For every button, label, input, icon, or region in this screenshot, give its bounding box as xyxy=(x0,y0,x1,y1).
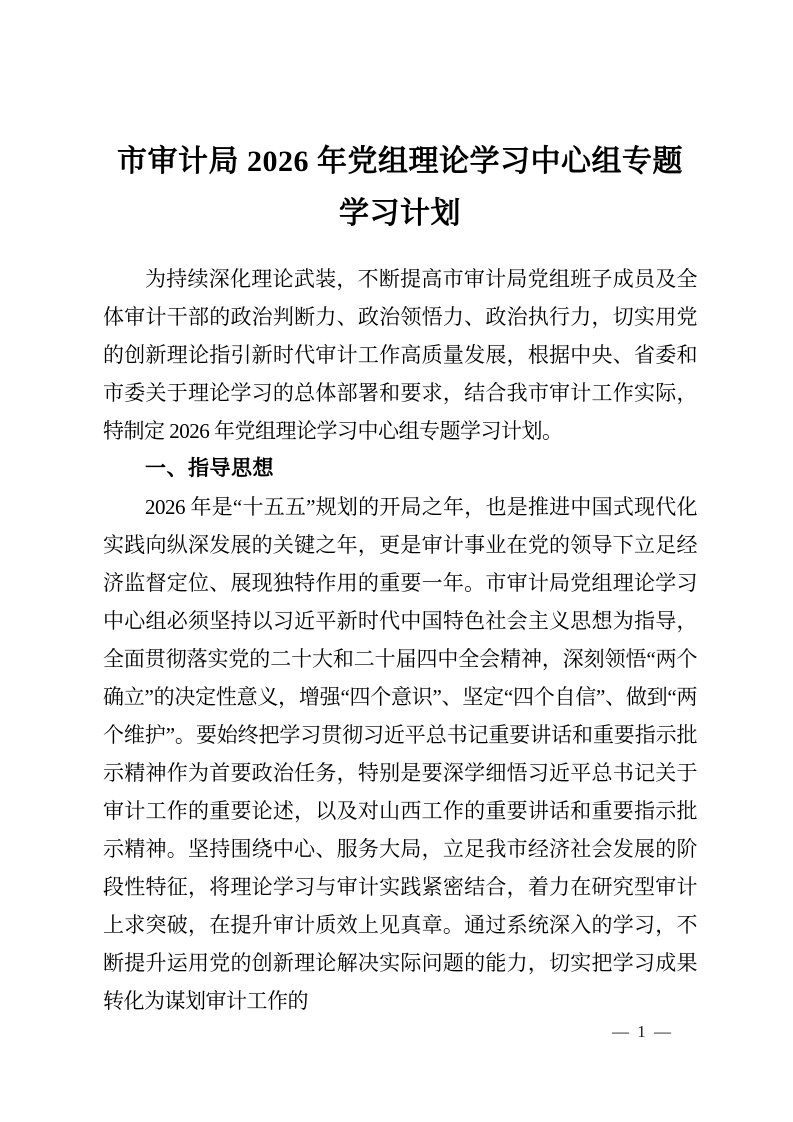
document-content xyxy=(103,0,697,1020)
document-title: 市审计局 2026 年党组理论学习中心组专题学习计划 xyxy=(117,145,683,230)
section-1-paragraph: 2026 年是“十五五”规划的开局之年，也是推进中国式现代化实践向纵深发展的关键之年，更是审计事业在党的领导下立足经济监督定位、展现独特作用的重要一年。市审计局党组理论学习中心组必须坚持以习近平新时代中国特色社会主义思想为指导，全面贯彻落实党的二十大和二十届四中全会精神，深刻领悟“两个确立”的决定性意义，增强“四个意识”、坚定“四个自信”、做到“两个维护”。要始终把学习贯彻习近平总书记重要讲话和重要指示批示精神作为首要政治任务，特别是要深学细悟习近平总书记关于审计工作的重要论述，以及对山西工作的重要讲话和重要指示批示精神。坚持围绕中心、服务大局，立足我市经济社会发展的阶段性特征，将理论学习与审计实践紧密结合，着力在研究型审计上求突破，在提升审计质效上见真章。通过系统深入的学习，不断提升运用党的创新理论解决实际问题的能力，切实把学习成果转化为谋划审计工作的 xyxy=(103,495,697,1013)
intro-paragraph: 为持续深化理论武装，不断提高市审计局党组班子成员及全体审计干部的政治判断力、政治领悟力、政治执行力，切实用党的创新理论指引新时代审计工作高质量发展，根据中央、省委和市委关于理论学习的总体部署和要求，结合我市审计工作实际，特制定 2026 年党组理论学习中心组专题学习计划。 xyxy=(103,267,697,443)
page-number: — 1 — xyxy=(612,1022,673,1041)
section-1-heading: 一、指导思想 xyxy=(145,457,274,480)
